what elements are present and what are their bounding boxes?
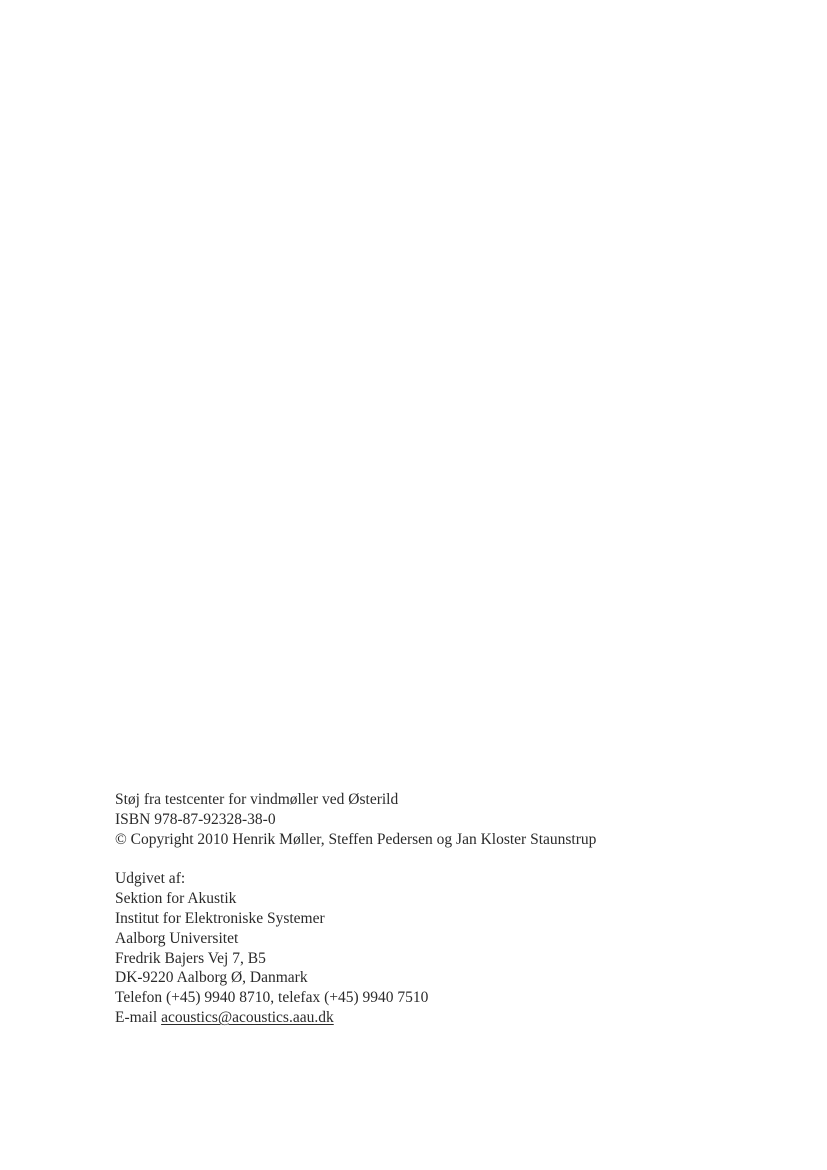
copyright-notice: © Copyright 2010 Henrik Møller, Steffen Pedersen og Jan Kloster Staunstrup: [115, 830, 597, 848]
spacer: [115, 849, 596, 869]
publisher-heading: Udgivet af:: [115, 870, 186, 888]
email-label: E-mail: [115, 1008, 162, 1026]
publisher-university: Aalborg Universitet: [115, 929, 239, 947]
publisher-email-line: [115, 1008, 596, 1028]
publisher-phone-fax: Telefon (+45) 9940 8710, telefax (+45) 9940 7510: [115, 989, 429, 1007]
publisher-institute: Institut for Elektroniske Systemer: [115, 909, 325, 927]
email-link[interactable]: acoustics@acoustics.aau.dk: [161, 1008, 334, 1026]
publisher-section: Sektion for Akustik: [115, 890, 237, 908]
publication-title: Støj fra testcenter for vindmøller ved Østerild: [115, 791, 399, 808]
colophon: [115, 790, 596, 1028]
isbn: ISBN 978-87-92328-38-0: [115, 810, 276, 828]
publisher-street: Fredrik Bajers Vej 7, B5: [115, 949, 266, 967]
publisher-city: DK-9220 Aalborg Ø, Danmark: [115, 969, 308, 987]
